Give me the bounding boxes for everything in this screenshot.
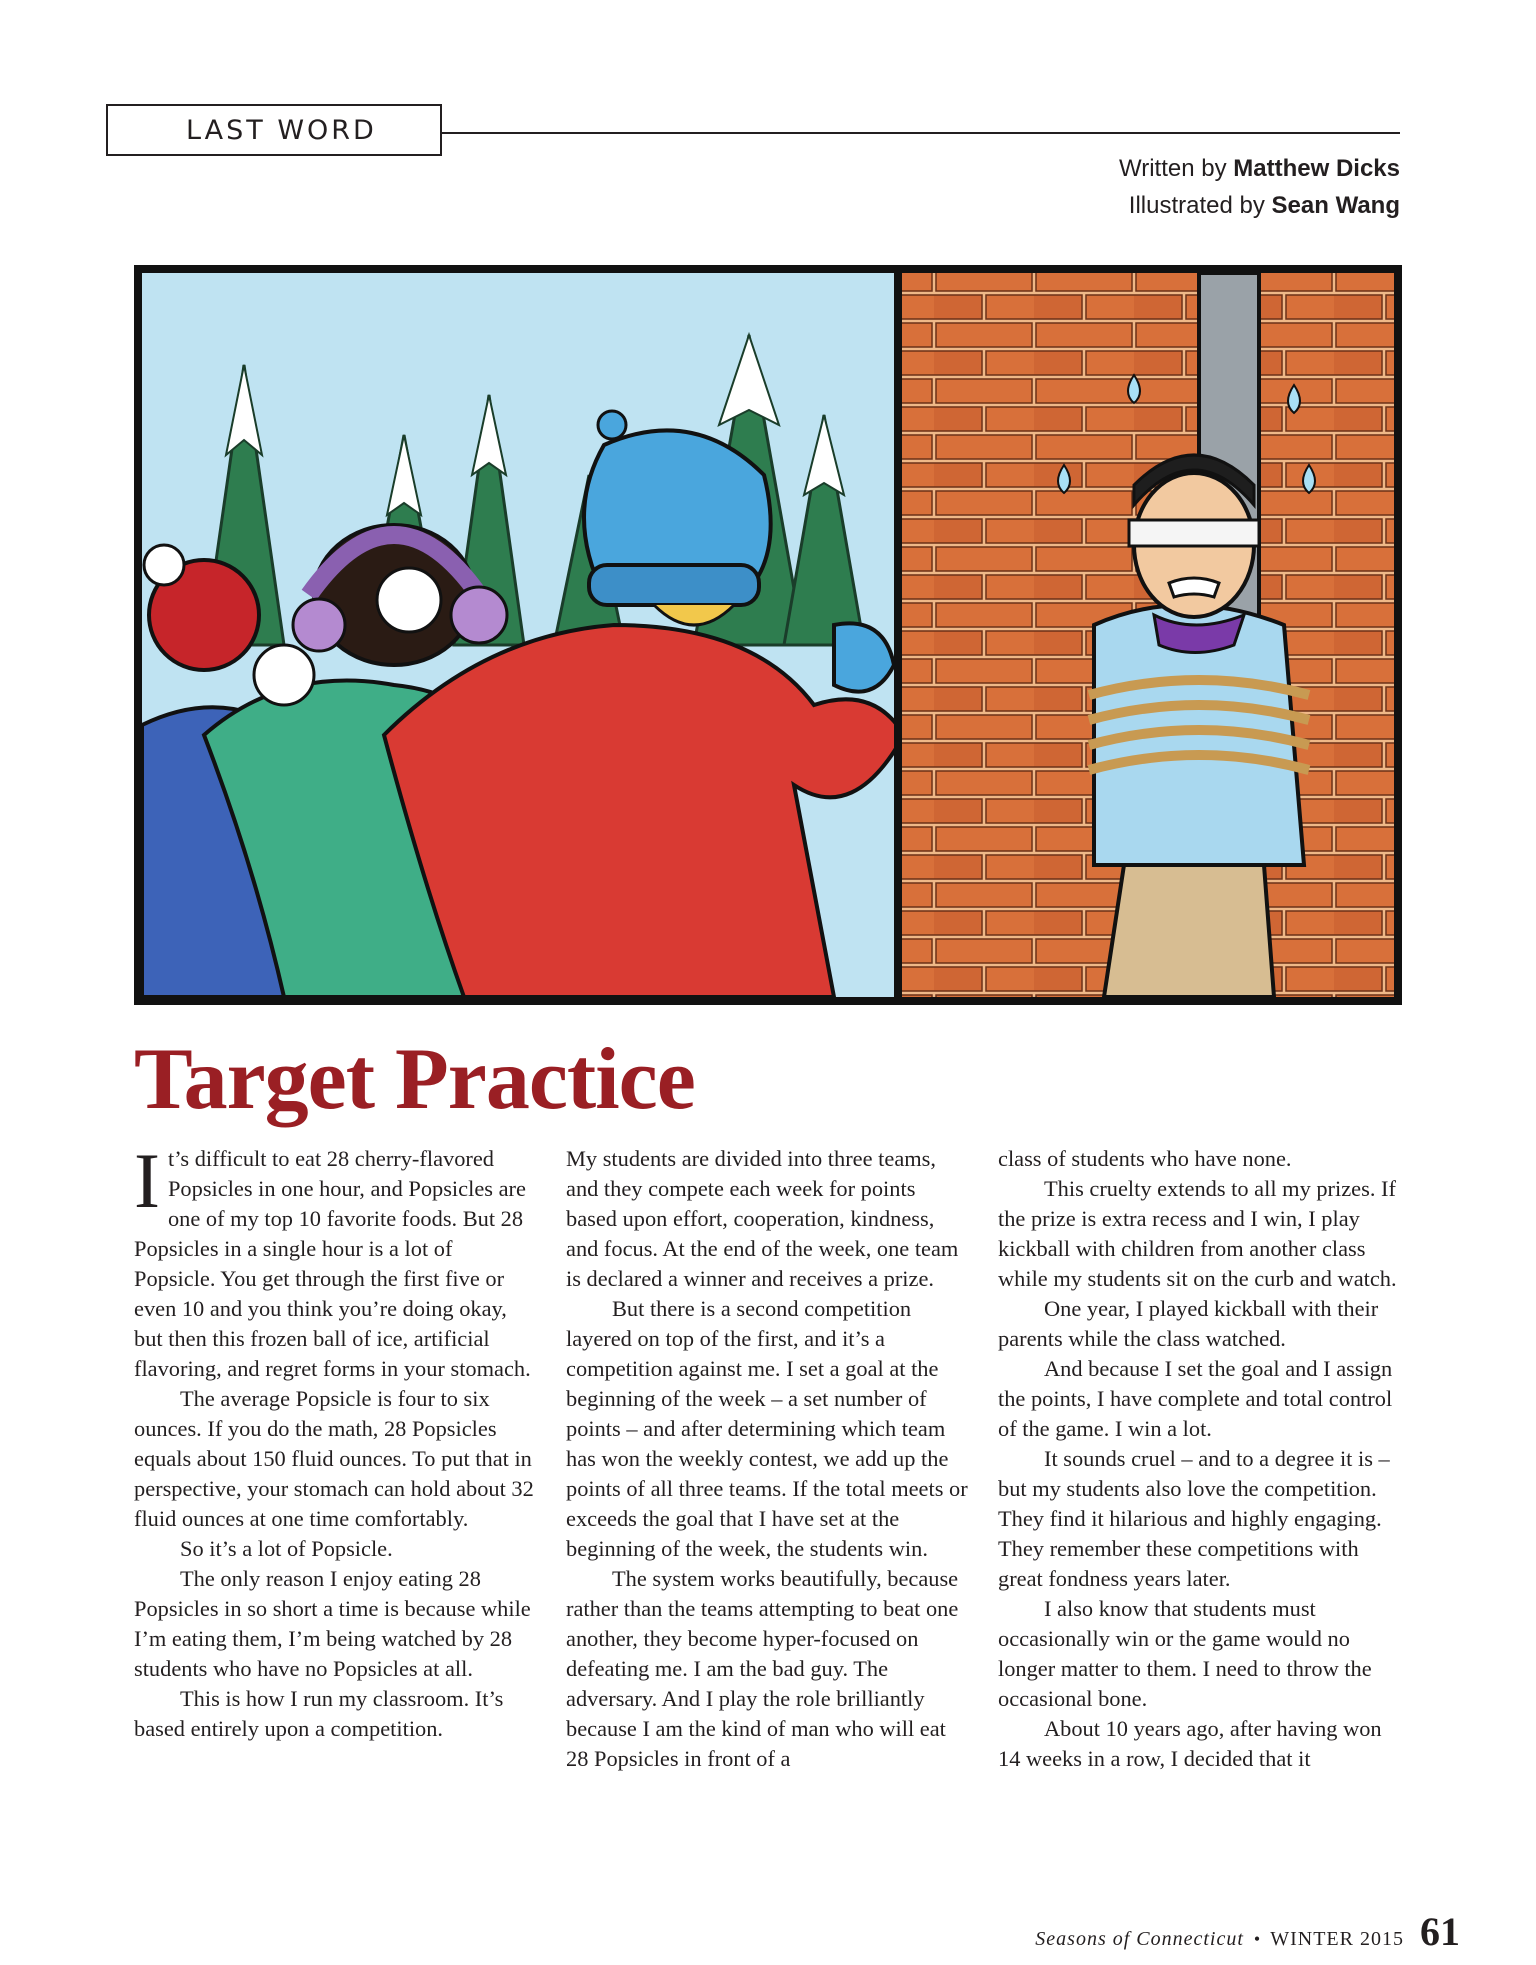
paragraph: My students are divided into three teams, and they compete each week for points based upon effort, cooperation, kindness, and focus. At the end of the week, one team is declared a winner and receives a prize. xyxy=(566,1146,959,1291)
paragraph: The only reason I enjoy eating 28 Popsicles in so short a time is because while I’m eating them, I’m being watched by 28 students who have no Popsicles at all. xyxy=(134,1566,531,1681)
written-by-prefix: Written by xyxy=(1119,155,1234,182)
author-name: Matthew Dicks xyxy=(1233,155,1400,182)
section-label: LAST WORD xyxy=(186,114,377,146)
paragraph: It sounds cruel – and to a degree it is – but my students also love the competition. They find it hilarious and highly engaging. They remember these competitions with great fondness years later. xyxy=(998,1446,1390,1591)
illustrator-credit xyxy=(1119,187,1400,224)
column-2 xyxy=(566,1144,970,1844)
snowball-fight-illustration xyxy=(134,265,1402,1005)
footer-separator: • xyxy=(1253,1929,1261,1949)
paragraph: This is how I run my classroom. It’s based entirely upon a competition. xyxy=(134,1686,504,1741)
column-1 xyxy=(134,1137,538,1844)
paragraph: About 10 years ago, after having won 14 weeks in a row, I decided that it xyxy=(998,1716,1382,1771)
paragraph: This cruelty extends to all my prizes. If the prize is extra recess and I win, I play kickball with children from another class while my students sit on the curb and watch. xyxy=(998,1176,1397,1291)
paragraph: I also know that students must occasionally win or the game would no longer matter to them. I need to throw the occasional bone. xyxy=(998,1596,1372,1711)
paragraph: So it’s a lot of Popsicle. xyxy=(180,1536,393,1561)
issue-label: WINTER 2015 xyxy=(1270,1928,1404,1950)
paragraph: The system works beautifully, because rather than the teams attempting to beat one another, they become hyper-focused on defeating me. I am the bad guy. The adversary. And I play the role brilliantly because I am the kind of man who will eat 28 Popsicles in front of a xyxy=(566,1566,959,1771)
article-body xyxy=(134,1137,1402,1844)
article-title: Target Practice xyxy=(134,1031,695,1128)
illustrator-name: Sean Wang xyxy=(1271,192,1400,219)
column-3 xyxy=(998,1144,1402,1844)
author-credit xyxy=(1119,150,1400,187)
paragraph: class of students who have none. xyxy=(998,1146,1292,1171)
magazine-name: Seasons of Connecticut xyxy=(1035,1928,1244,1950)
paragraph: But there is a second competition layered on top of the first, and it’s a competition against me. I set a goal at the beginning of the week – a set number of points – and after determining which team has won the weekly contest, we add up the points of all three teams. If the total meets or exceeds the goal that I have set at the beginning of the week, the students win. xyxy=(566,1296,968,1561)
paragraph: One year, I played kickball with their parents while the class watched. xyxy=(998,1296,1379,1351)
drop-cap: I xyxy=(134,1137,160,1224)
section-tag xyxy=(106,104,442,156)
paragraph xyxy=(134,1137,538,1384)
page-number: 61 xyxy=(1420,1909,1460,1954)
illustrated-by-prefix: Illustrated by xyxy=(1128,192,1272,219)
paragraph: And because I set the goal and I assign the points, I have complete and total control of the game. I win a lot. xyxy=(998,1356,1393,1441)
page-footer xyxy=(1035,1908,1460,1955)
paragraph: The average Popsicle is four to six ounces. If you do the math, 28 Popsicles equals about 150 fluid ounces. To put that in perspective, your stomach can hold about 32 fluid ounces at one time comfortably. xyxy=(134,1386,534,1531)
header-rule xyxy=(442,132,1400,134)
paragraph-text: t’s difficult to eat 28 cherry-flavored Popsicles in one hour, and Popsicles are one of my top 10 favorite foods. But 28 Popsicles in a single hour is a lot of Popsicle. You get through the first five or even 10 and you think you’re doing okay, but then this frozen ball of ice, artificial flavoring, and regret forms in your stomach. xyxy=(134,1146,531,1381)
credits xyxy=(1119,150,1400,224)
